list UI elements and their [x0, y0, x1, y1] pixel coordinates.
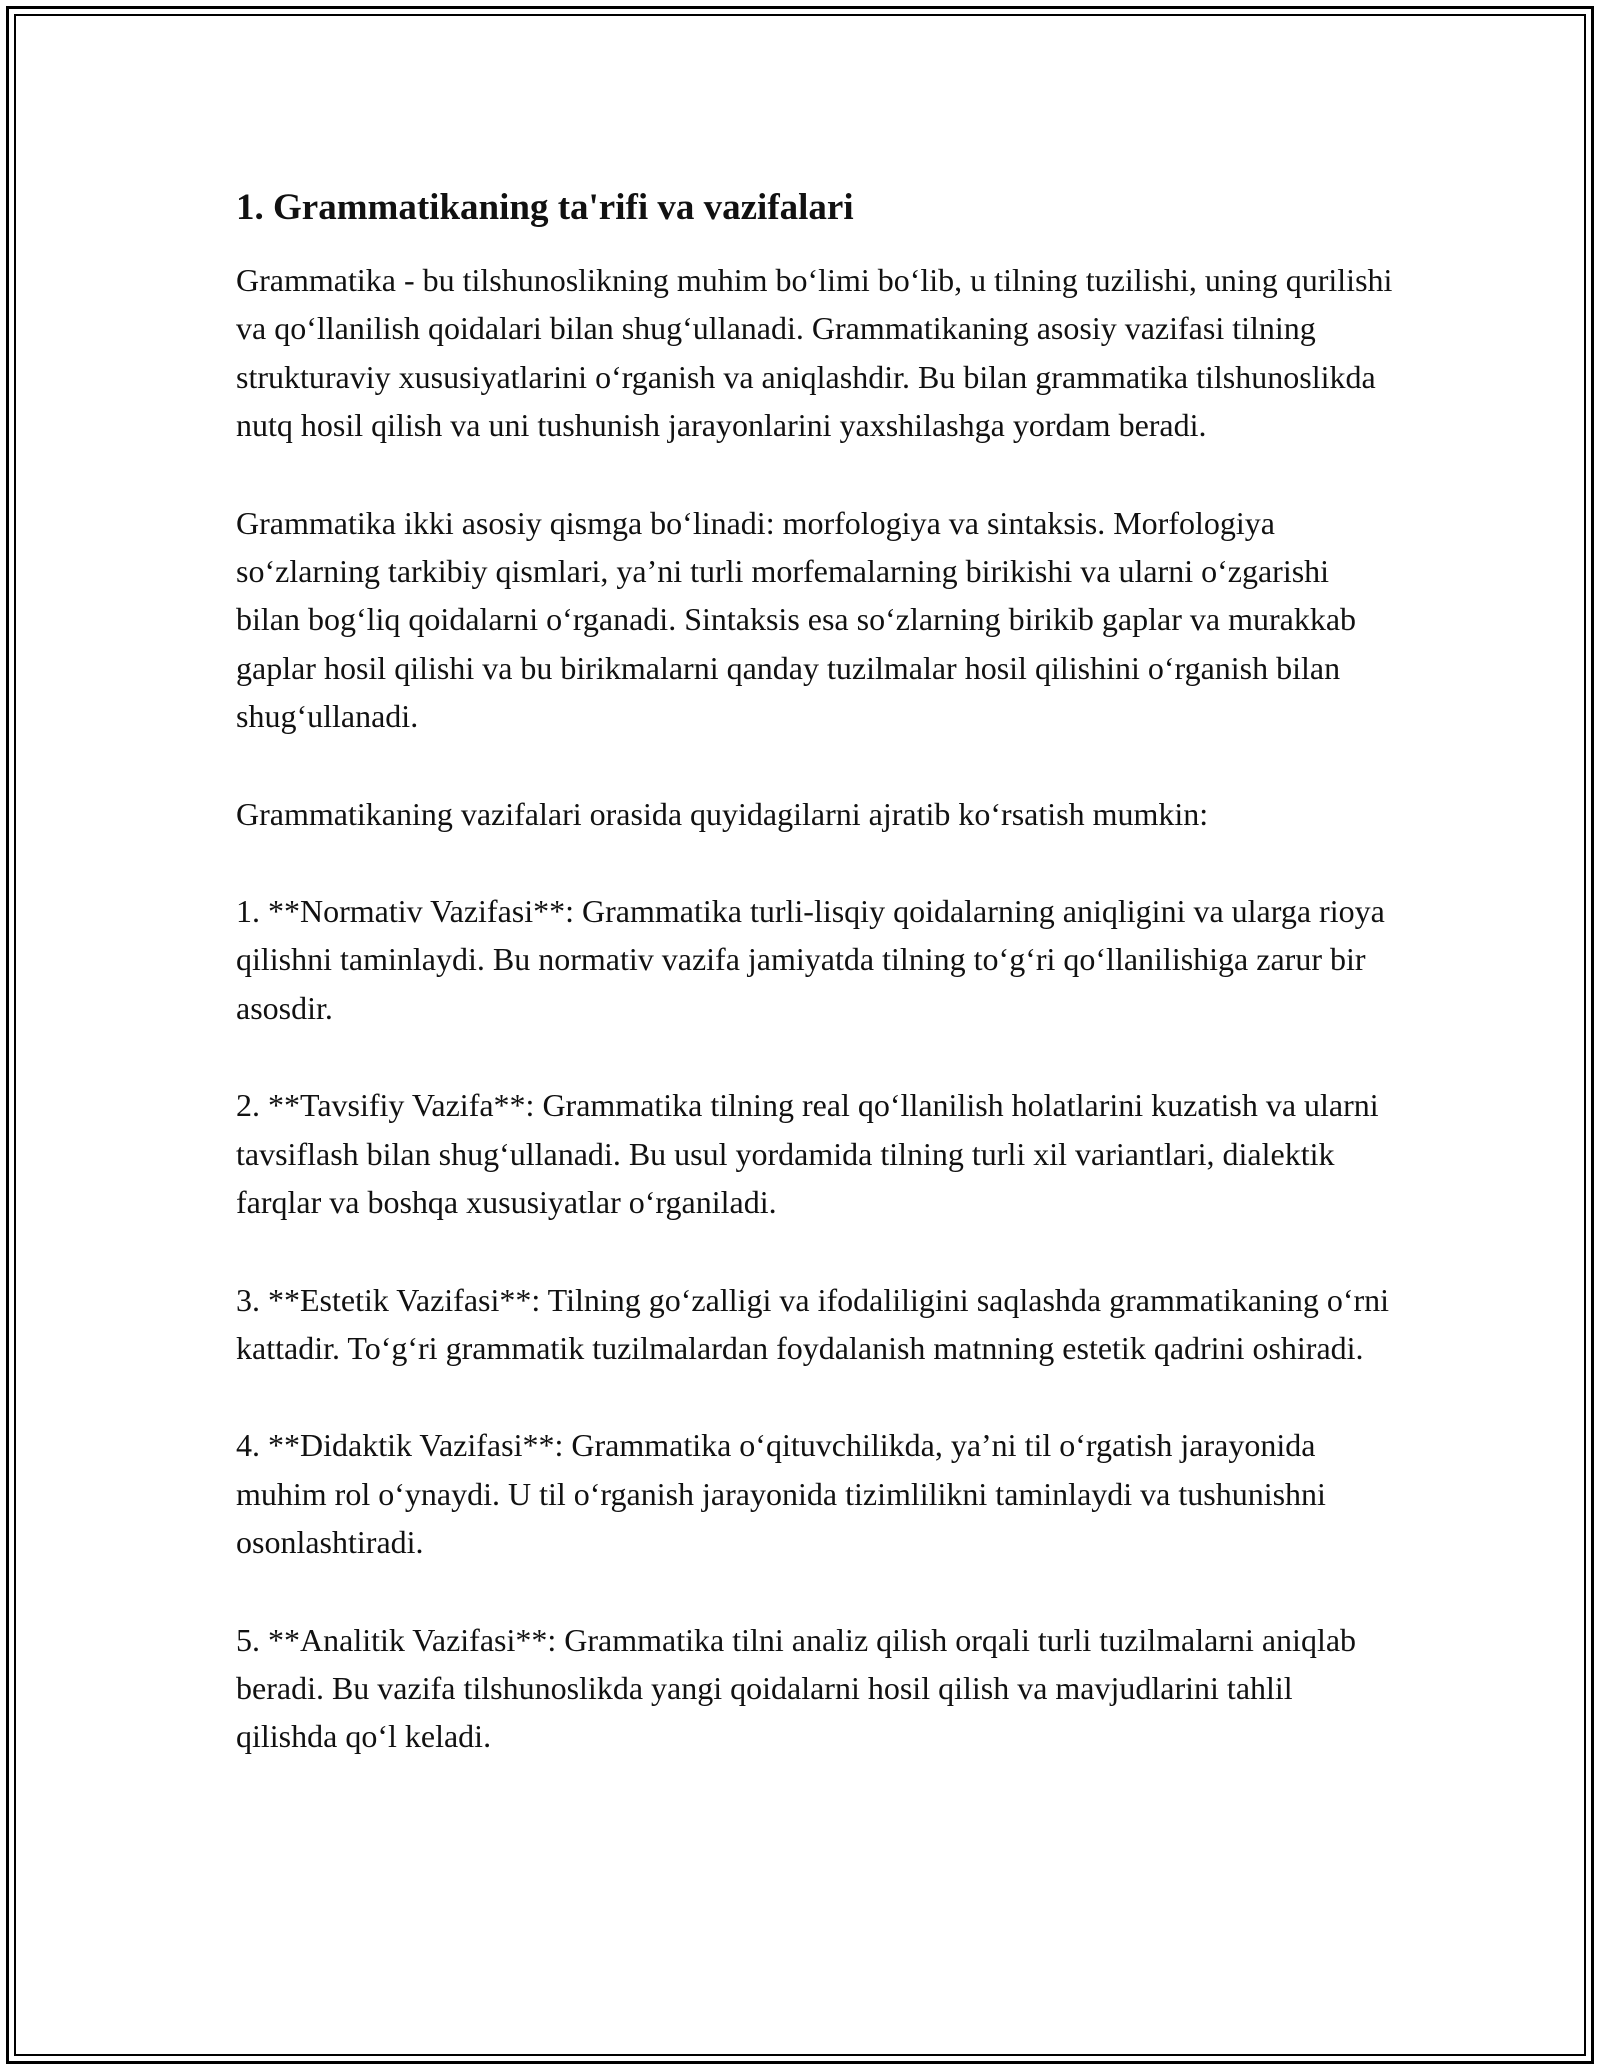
list-item-didactic: 4. **Didaktik Vazifasi**: Grammatika o‘qituvchilikda, ya’ni til o‘rgatish jarayonida muhim rol o‘ynaydi. U til o‘rganish jarayonida tizimlilikni taminlaydi va tushunishni osonlashtiradi.: [236, 1427, 1326, 1561]
paragraph-functions-lead: Grammatikaning vazifalari orasida quyidagilarni ajratib ko‘rsatish mumkin:: [236, 795, 1209, 832]
paragraph-parts: Grammatika ikki asosiy qismga bo‘linadi: morfologiya va sintaksis. Morfologiya so‘zlarning tarkibiy qismlari, ya’ni turli morfemalarning birikishi va ularni o‘zgarishi bilan bog‘liq qoidalarni o‘rganadi. Sintaksis esa so‘zlarning birikib gaplar va murakkab gaplar hosil qilishi va bu birikmalarni qanday tuzilmalar hosil qilishini o‘rganish bilan shug‘ullanadi.: [236, 504, 1357, 735]
section-heading: 1. Grammatikaning ta'rifi va vazifalari: [236, 187, 854, 228]
list-item-analytic: 5. **Analitik Vazifasi**: Grammatika tilni analiz qilish orqali turli tuzilmalarni aniqlab beradi. Bu vazifa tilshunoslikda yangi qoidalarni hosil qilish va mavjudlarini tahlil qilishda qo‘l keladi.: [236, 1621, 1357, 1755]
list-item-normative: 1. **Normativ Vazifasi**: Grammatika turli-lisqiy qoidalarning aniqligini va ularga rioya qilishni taminlaydi. Bu normativ vazifa jamiyatda tilning to‘g‘ri qo‘llanilishiga zarur bir asosdir.: [236, 893, 1385, 1026]
paragraph-intro: Grammatika - bu tilshunoslikning muhim bo‘limi bo‘lib, u tilning tuzilishi, uning qurilishi va qo‘llanilish qoidalari bilan shug‘ullanadi. Grammatikaning asosiy vazifasi tilning strukturaviy xususiyatlarini o‘rganish va aniqlashdir. Bu bilan grammatika tilshunoslikda nutq hosil qilish va uni tushunish jarayonlarini yaxshilashga yordam beradi.: [236, 262, 1393, 444]
document-body: [236, 182, 1396, 1761]
list-item-aesthetic: 3. **Estetik Vazifasi**: Tilning go‘zalligi va ifodaliligini saqlashda grammatikaning o‘rni kattadir. To‘g‘ri grammatik tuzilmalardan foydalanish matnning estetik qadrini oshiradi.: [236, 1281, 1390, 1366]
list-item-descriptive: 2. **Tavsifiy Vazifa**: Grammatika tilning real qo‘llanilish holatlarini kuzatish va ularni tavsiflash bilan shug‘ullanadi. Bu usul yordamida tilning turli xil variantlari, dialektik farqlar va boshqa xususiyatlar o‘rganiladi.: [236, 1087, 1379, 1221]
